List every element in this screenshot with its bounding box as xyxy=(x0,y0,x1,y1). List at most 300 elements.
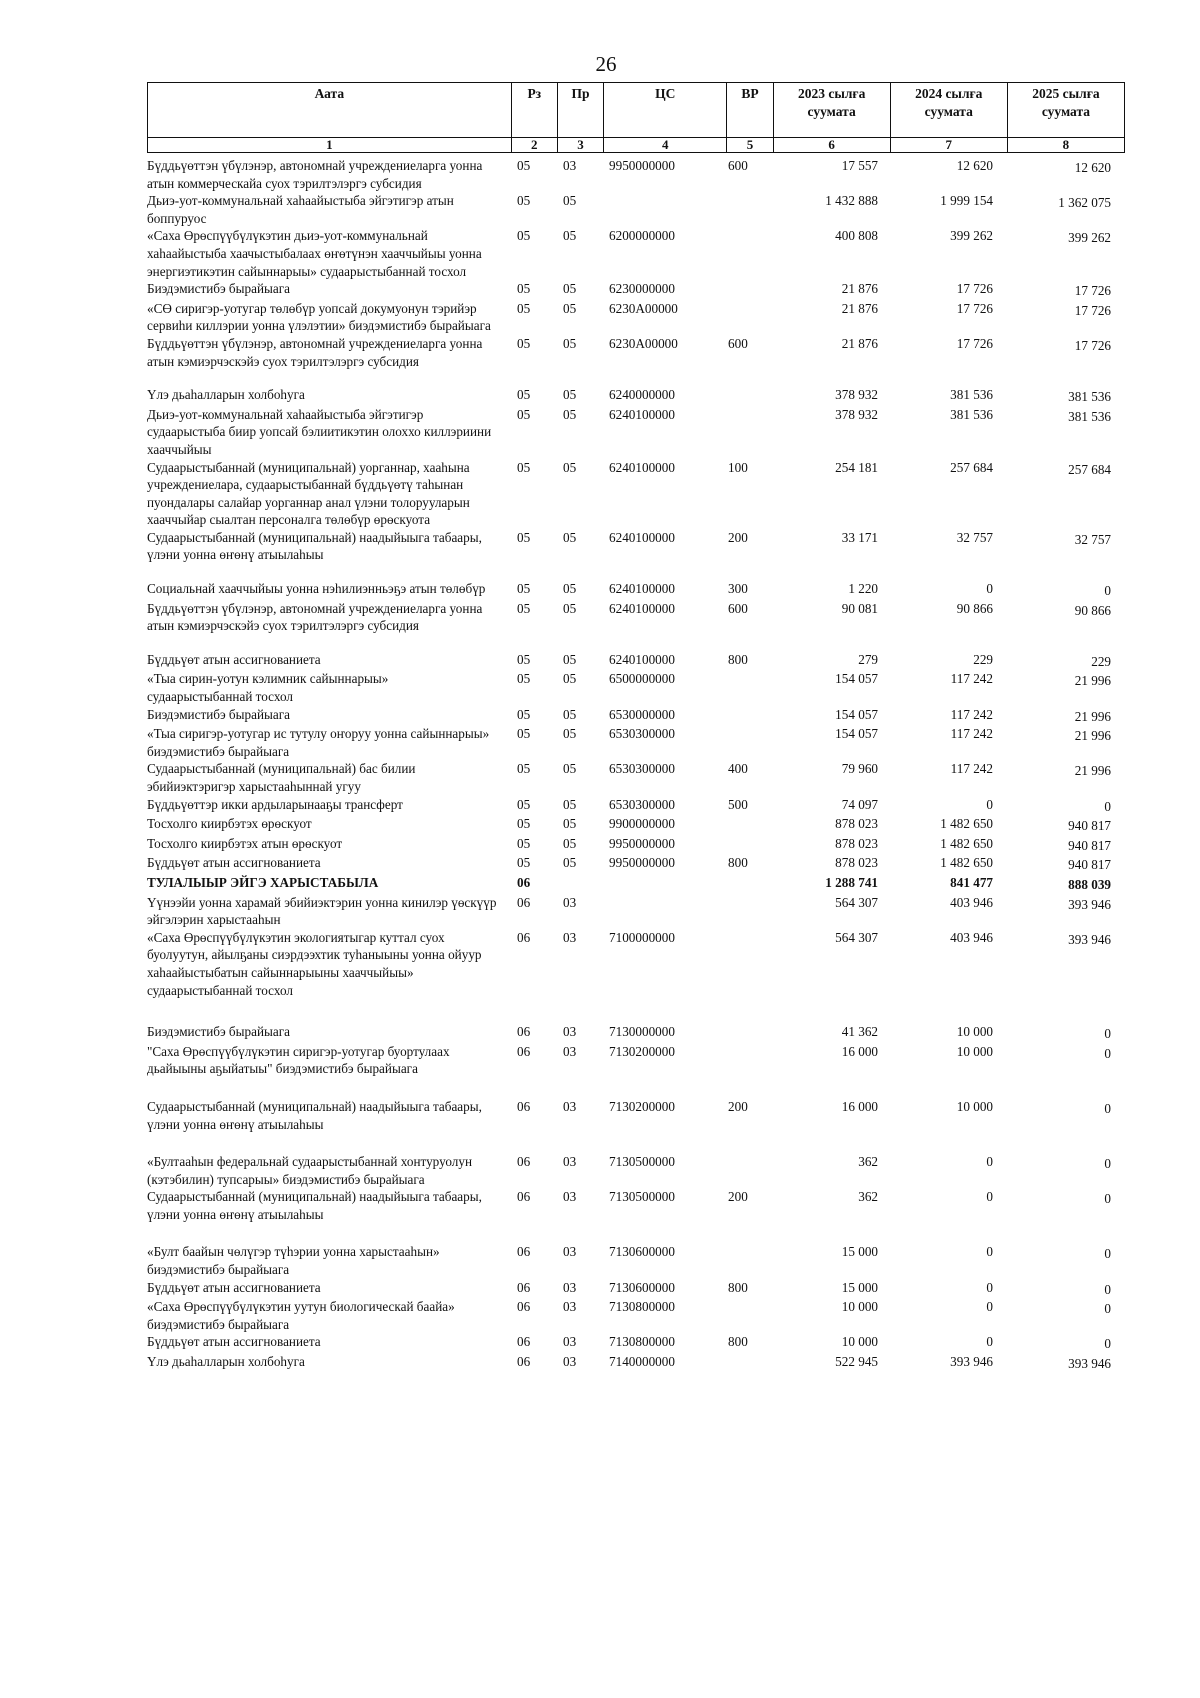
header-num-3: 3 xyxy=(557,138,603,153)
row-name: Тосхолго киирбэтэх атын өрөскуот xyxy=(147,835,343,851)
row-2024: 0 xyxy=(986,1154,993,1170)
table-row xyxy=(147,1043,1125,1098)
row-pr: 03 xyxy=(563,1024,577,1040)
row-2023: 21 876 xyxy=(841,300,878,316)
row-pr: 05 xyxy=(563,796,577,812)
row-pr: 03 xyxy=(563,1334,577,1350)
table-row xyxy=(147,529,1125,580)
header-cs: ЦС xyxy=(604,83,727,138)
row-name: «СӨ сиригэр-уотугар төлөбүр уопсай докумуонун тэрийэр сервиhи киллэрии уонна үлэлэтии» биэдэмистибэ бырайыага xyxy=(147,300,491,334)
row-2023: 41 362 xyxy=(841,1024,878,1040)
row-rz: 05 xyxy=(517,335,531,351)
row-2023: 279 xyxy=(858,651,878,667)
row-rz: 06 xyxy=(517,1098,531,1114)
table-row xyxy=(147,1279,1125,1299)
row-rz: 06 xyxy=(517,1043,531,1059)
row-rz: 06 xyxy=(517,1024,531,1040)
row-2025: 21 996 xyxy=(1074,673,1111,689)
table-row xyxy=(147,280,1125,300)
row-2024: 0 xyxy=(986,581,993,597)
table-row xyxy=(147,670,1125,705)
row-pr: 05 xyxy=(563,706,577,722)
row-2025: 940 817 xyxy=(1068,837,1111,853)
row-2023: 16 000 xyxy=(841,1043,878,1059)
header-2025: 2025 сылға суумата xyxy=(1007,83,1124,138)
row-rz: 06 xyxy=(517,894,531,910)
row-2023: 362 xyxy=(858,1189,878,1205)
row-pr: 05 xyxy=(563,651,577,667)
row-cs: 7130600000 xyxy=(609,1279,675,1295)
row-cs: 6230А00000 xyxy=(609,300,678,316)
row-pr: 03 xyxy=(563,929,577,945)
row-2024: 0 xyxy=(986,1334,993,1350)
row-cs: 6240100000 xyxy=(609,651,675,667)
row-pr: 05 xyxy=(563,835,577,851)
row-2024: 0 xyxy=(986,796,993,812)
row-pr: 05 xyxy=(563,335,577,351)
row-2024: 0 xyxy=(986,1189,993,1205)
row-2023: 154 057 xyxy=(835,726,878,742)
table-row xyxy=(147,815,1125,835)
row-2025: 0 xyxy=(1104,1281,1111,1297)
header-num-4: 4 xyxy=(604,138,727,153)
table-row xyxy=(147,227,1125,280)
row-2025: 0 xyxy=(1104,798,1111,814)
table-row xyxy=(147,760,1125,795)
table-row xyxy=(147,406,1125,459)
row-rz: 05 xyxy=(517,158,531,173)
row-name: Бүддьүөттэн үбүлэнэр, автономнай учреждениеларга уонна атын кэмиэрчэскэйэ суох тэрилтэлэргэ субсидия xyxy=(147,335,483,369)
row-cs: 7130500000 xyxy=(609,1154,675,1170)
row-2024: 1 482 650 xyxy=(940,816,993,832)
table-row xyxy=(147,894,1125,929)
row-cs: 7100000000 xyxy=(609,929,675,945)
table-row xyxy=(147,386,1125,406)
row-cs: 6530300000 xyxy=(609,761,675,777)
row-rz: 06 xyxy=(517,1189,531,1205)
row-vr: 600 xyxy=(728,600,748,616)
row-pr: 05 xyxy=(563,816,577,832)
row-2023: 522 945 xyxy=(835,1354,878,1370)
row-2024: 229 xyxy=(973,651,993,667)
row-rz: 05 xyxy=(517,761,531,777)
row-2023: 154 057 xyxy=(835,671,878,687)
row-name: Биэдэмистибэ бырайыага xyxy=(147,706,290,722)
row-2025: 32 757 xyxy=(1074,531,1111,547)
row-2024: 0 xyxy=(986,1244,993,1260)
row-2023: 16 000 xyxy=(841,1098,878,1114)
table-row xyxy=(147,1188,1125,1243)
row-name: Бүддьүөттэр икки ардыларынааҕы трансферт xyxy=(147,796,403,812)
row-pr: 05 xyxy=(563,855,577,871)
row-pr: 05 xyxy=(563,726,577,742)
row-pr: 05 xyxy=(563,406,577,422)
row-rz: 05 xyxy=(517,193,531,209)
row-rz: 05 xyxy=(517,406,531,422)
row-cs: 6240100000 xyxy=(609,600,675,616)
table-row xyxy=(147,651,1125,671)
row-pr: 03 xyxy=(563,1189,577,1205)
header-pr: Пр xyxy=(557,83,603,138)
row-2025: 0 xyxy=(1104,1336,1111,1352)
row-vr: 500 xyxy=(728,796,748,812)
row-rz: 05 xyxy=(517,387,531,403)
table-row xyxy=(147,1353,1125,1373)
row-2023: 21 876 xyxy=(841,335,878,351)
row-pr: 05 xyxy=(563,300,577,316)
row-2023: 878 023 xyxy=(835,855,878,871)
row-2025: 0 xyxy=(1104,1045,1111,1061)
row-cs: 6230000000 xyxy=(609,281,675,297)
row-2024: 403 946 xyxy=(950,929,993,945)
page-number: 26 xyxy=(595,52,617,76)
row-cs xyxy=(609,192,714,227)
row-2024: 841 477 xyxy=(950,874,993,890)
row-2024: 381 536 xyxy=(950,387,993,403)
table-row xyxy=(147,1153,1125,1188)
row-cs: 6530300000 xyxy=(609,726,675,742)
row-name: ТУЛАЛЫЫР ЭЙГЭ ХАРЫСТАБЫЛА xyxy=(147,874,379,890)
row-name: «Тыа сиригэр-уотугар ис тутулу оҥоруу уонна сайыннарыы» биэдэмистибэ бырайыага xyxy=(147,726,490,759)
row-2024: 0 xyxy=(986,1279,993,1295)
row-pr: 05 xyxy=(563,581,577,597)
row-2025: 0 xyxy=(1104,583,1111,599)
table-row xyxy=(147,1333,1125,1353)
row-pr: 05 xyxy=(563,281,577,297)
row-rz: 05 xyxy=(517,459,531,475)
row-rz: 05 xyxy=(517,706,531,722)
row-rz: 05 xyxy=(517,726,531,742)
row-2023: 21 876 xyxy=(841,281,878,297)
row-2024: 393 946 xyxy=(950,1354,993,1370)
row-name: Биэдэмистибэ бырайыага xyxy=(147,281,290,297)
row-2025: 393 946 xyxy=(1068,1356,1111,1372)
row-rz: 06 xyxy=(517,1279,531,1295)
table-row xyxy=(147,1098,1125,1153)
row-2024: 10 000 xyxy=(956,1098,993,1114)
header-num-2: 2 xyxy=(511,138,557,153)
header-num-8: 8 xyxy=(1007,138,1124,153)
row-name: Дьиэ-уот-коммунальнай хаhаайыстыба эйгэтигэр судаарыстыба биир уопсай бэлиитикэтин олоххо киллэриини хааччыйыы xyxy=(147,406,492,457)
row-cs: 9900000000 xyxy=(609,816,675,832)
header-num-5: 5 xyxy=(727,138,773,153)
row-cs xyxy=(609,894,714,929)
row-cs: 9950000000 xyxy=(609,158,675,173)
header-num-1: 1 xyxy=(148,138,512,153)
row-2025: 17 726 xyxy=(1074,337,1111,353)
row-cs xyxy=(609,874,714,894)
row-vr: 600 xyxy=(728,335,748,351)
row-2024: 257 684 xyxy=(950,459,993,475)
row-2024: 17 726 xyxy=(956,300,993,316)
row-2025: 21 996 xyxy=(1074,763,1111,779)
row-2023: 400 808 xyxy=(835,228,878,244)
row-2023: 378 932 xyxy=(835,387,878,403)
row-rz: 06 xyxy=(517,1154,531,1170)
row-2023: 378 932 xyxy=(835,406,878,422)
table-row xyxy=(147,300,1125,335)
row-name: Бүддьүөт атын ассигнованиета xyxy=(147,1279,321,1295)
row-name: Судаарыстыбаннай (муниципальнай) уорганнар, хааhына учреждениелара, судаарыстыбаннай бүддьүөтү таhынан пуондалары салайар уорганнар анал үлэни толорууларын хааччыйар сыалтан персоналга төлөбүр өрөскуота xyxy=(147,459,470,528)
row-name: Бүддьүөт атын ассигнованиета xyxy=(147,1334,321,1350)
row-vr: 800 xyxy=(728,1279,748,1295)
row-pr: 05 xyxy=(563,600,577,616)
row-vr: 200 xyxy=(728,1098,748,1114)
row-2024: 17 726 xyxy=(956,335,993,351)
row-2023: 90 081 xyxy=(841,600,878,616)
row-2024: 117 242 xyxy=(950,671,993,687)
row-pr: 05 xyxy=(563,529,577,545)
row-name: «Булт баайын чөлүгэр түhэрии уонна харыстааhын» биэдэмистибэ бырайыага xyxy=(147,1244,440,1278)
row-name: Бүддьүөт атын ассигнованиета xyxy=(147,651,321,667)
row-2024: 90 866 xyxy=(956,600,993,616)
row-cs: 7130800000 xyxy=(609,1299,675,1315)
table-row xyxy=(147,1023,1125,1043)
table-row xyxy=(147,706,1125,726)
row-2023: 362 xyxy=(858,1154,878,1170)
table-row xyxy=(147,1298,1125,1333)
table-row xyxy=(147,192,1125,227)
row-cs: 6530000000 xyxy=(609,706,675,722)
row-2023: 254 181 xyxy=(835,459,878,475)
row-name: Бүддьүөт атын ассигнованиета xyxy=(147,855,321,871)
row-2023: 10 000 xyxy=(841,1334,878,1350)
table-row xyxy=(147,157,1125,192)
row-2025: 888 039 xyxy=(1068,876,1111,892)
table-row xyxy=(147,600,1125,651)
row-2025: 229 xyxy=(1091,653,1111,669)
row-pr: 05 xyxy=(563,459,577,475)
row-2023: 74 097 xyxy=(841,796,878,812)
row-name: Социальнай хааччыйыы уонна нэhилиэнньэҕэ атын төлөбүр xyxy=(147,581,486,597)
row-name: Бүддьүөттэн үбүлэнэр, автономнай учреждениеларга уонна атын коммерческайа суох тэрилтэлэргэ субсидия xyxy=(147,158,483,191)
row-name: «Саха Өрөспүүбүлүкэтин дьиэ-уот-коммунальнай хаhаайыстыба хаачыстыбалаах өҥөтүнэн хааччыйыы уонна энергиэтикэтин сайыннарыы» судаарыстыбаннай тосхол xyxy=(147,228,482,279)
row-2025: 17 726 xyxy=(1074,302,1111,318)
header-num-6: 6 xyxy=(773,138,890,153)
row-name: Үлэ дьаhалларын холбоhуга xyxy=(147,1354,305,1370)
table-row xyxy=(147,854,1125,874)
row-vr: 200 xyxy=(728,529,748,545)
row-2025: 21 996 xyxy=(1074,728,1111,744)
table-row xyxy=(147,335,1125,386)
row-name: «Бултааhын федеральнай судаарыстыбаннай хонтуруолун (кэтэбилин) тупсарыы» биэдэмистибэ бырайыага xyxy=(147,1154,473,1187)
row-rz: 05 xyxy=(517,855,531,871)
table-row xyxy=(147,929,1125,1023)
table-row xyxy=(147,1243,1125,1278)
row-rz: 05 xyxy=(517,651,531,667)
row-cs: 7130200000 xyxy=(609,1043,675,1059)
row-2025: 381 536 xyxy=(1068,389,1111,405)
row-name: Судаарыстыбаннай (муниципальнай) наадыйыыга табаары, үлэни уонна өҥөнү атыылаhыы xyxy=(147,529,482,563)
row-rz: 05 xyxy=(517,300,531,316)
row-rz: 05 xyxy=(517,529,531,545)
row-cs: 6200000000 xyxy=(609,228,675,244)
row-pr: 03 xyxy=(563,1098,577,1114)
row-2025: 12 620 xyxy=(1074,160,1111,175)
table-header xyxy=(147,82,1125,153)
row-rz: 05 xyxy=(517,600,531,616)
row-2025: 0 xyxy=(1104,1191,1111,1207)
row-2024: 1 482 650 xyxy=(940,855,993,871)
row-rz: 06 xyxy=(517,1299,531,1315)
row-2025: 393 946 xyxy=(1068,896,1111,912)
row-rz: 06 xyxy=(517,1334,531,1350)
row-cs: 6240100000 xyxy=(609,581,675,597)
row-2025: 940 817 xyxy=(1068,818,1111,834)
row-2024: 381 536 xyxy=(950,406,993,422)
row-rz: 05 xyxy=(517,796,531,812)
row-vr: 600 xyxy=(728,158,748,173)
row-2023: 878 023 xyxy=(835,816,878,832)
row-2023: 1 432 888 xyxy=(825,193,878,209)
row-name: Биэдэмистибэ бырайыага xyxy=(147,1024,290,1040)
row-cs: 6240100000 xyxy=(609,459,675,475)
row-vr: 300 xyxy=(728,581,748,597)
row-rz: 06 xyxy=(517,929,531,945)
row-rz: 05 xyxy=(517,816,531,832)
row-2025: 381 536 xyxy=(1068,408,1111,424)
row-2023: 79 960 xyxy=(841,761,878,777)
row-2024: 117 242 xyxy=(950,761,993,777)
row-rz: 05 xyxy=(517,581,531,597)
budget-rows xyxy=(147,157,1125,1373)
table-row xyxy=(147,874,1125,894)
row-2024: 17 726 xyxy=(956,281,993,297)
row-2024: 403 946 xyxy=(950,894,993,910)
row-name: Судаарыстыбаннай (муниципальнай) наадыйыыга табаары, үлэни уонна өҥөнү атыылаhыы xyxy=(147,1098,482,1132)
row-pr: 03 xyxy=(563,1244,577,1260)
row-name: «Саха Өрөспүүбүлүкэтин уутун биологическай баайа» биэдэмистибэ бырайыага xyxy=(147,1299,455,1332)
row-name: Бүддьүөттэн үбүлэнэр, автономнай учреждениеларга уонна атын кэмиэрчэскэйэ суох тэрилтэлэргэ субсидия xyxy=(147,600,483,634)
row-pr: 03 xyxy=(563,1354,577,1370)
row-2023: 10 000 xyxy=(841,1299,878,1315)
row-rz: 05 xyxy=(517,835,531,851)
row-vr: 800 xyxy=(728,1334,748,1350)
row-2025: 21 996 xyxy=(1074,708,1111,724)
row-cs: 6530300000 xyxy=(609,796,675,812)
row-vr: 100 xyxy=(728,459,748,475)
row-2023: 33 171 xyxy=(841,529,878,545)
row-2024: 0 xyxy=(986,1299,993,1315)
row-2025: 0 xyxy=(1104,1156,1111,1172)
row-2025: 1 362 075 xyxy=(1058,195,1111,211)
row-rz: 06 xyxy=(517,874,531,890)
row-2023: 15 000 xyxy=(841,1244,878,1260)
row-2023: 878 023 xyxy=(835,835,878,851)
header-vr: ВР xyxy=(727,83,773,138)
row-cs: 9950000000 xyxy=(609,835,675,851)
row-2023: 564 307 xyxy=(835,929,878,945)
row-2025: 393 946 xyxy=(1068,931,1111,947)
table-row xyxy=(147,459,1125,529)
header-name: Аата xyxy=(148,83,512,138)
row-pr: 03 xyxy=(563,158,577,173)
row-rz: 06 xyxy=(517,1244,531,1260)
row-name: Тосхолго киирбэтэх өрөскуот xyxy=(147,816,312,832)
row-name: Судаарыстыбаннай (муниципальнай) бас билии эбийиэктэригэр харыстааhыннай угуу xyxy=(147,761,416,794)
row-2025: 257 684 xyxy=(1068,461,1111,477)
row-cs: 6240100000 xyxy=(609,406,675,422)
row-rz: 06 xyxy=(517,1354,531,1370)
row-pr xyxy=(563,874,593,894)
header-2024: 2024 сылға суумата xyxy=(890,83,1007,138)
row-2025: 90 866 xyxy=(1074,602,1111,618)
row-name: Дьиэ-уот-коммунальнай хаhаайыстыба эйгэтигэр атын боппуруос xyxy=(147,193,454,226)
row-vr: 800 xyxy=(728,651,748,667)
row-cs: 6500000000 xyxy=(609,671,675,687)
row-2023: 154 057 xyxy=(835,706,878,722)
row-2025: 0 xyxy=(1104,1301,1111,1317)
row-2024: 32 757 xyxy=(956,529,993,545)
row-rz: 05 xyxy=(517,281,531,297)
row-name: «Тыа сирин-уотун кэлимник сайыннарыы» судаарыстыбаннай тосхол xyxy=(147,671,389,705)
row-cs: 7130000000 xyxy=(609,1024,675,1040)
row-name: Үүнээйи уонна харамай эбийиэктэрин уонна кинилэр үөскүүр эйгэлэрин харыстааhын xyxy=(147,894,497,928)
row-2024: 12 620 xyxy=(956,158,993,173)
row-cs: 6240000000 xyxy=(609,387,675,403)
row-name: Судаарыстыбаннай (муниципальнай) наадыйыыга табаары, үлэни уонна өҥөнү атыылаhыы xyxy=(147,1189,482,1222)
row-cs: 7130600000 xyxy=(609,1244,675,1260)
row-2025: 399 262 xyxy=(1068,230,1111,246)
row-rz: 05 xyxy=(517,228,531,244)
row-pr: 05 xyxy=(563,193,577,209)
table-row xyxy=(147,796,1125,816)
row-rz: 05 xyxy=(517,671,531,687)
row-pr: 05 xyxy=(563,387,577,403)
table-row xyxy=(147,725,1125,760)
row-2023: 564 307 xyxy=(835,894,878,910)
row-pr: 05 xyxy=(563,761,577,777)
row-cs: 7140000000 xyxy=(609,1354,675,1370)
row-pr: 03 xyxy=(563,1279,577,1295)
row-cs: 6240100000 xyxy=(609,529,675,545)
row-cs: 7130800000 xyxy=(609,1334,675,1350)
header-2023: 2023 сылға суумата xyxy=(773,83,890,138)
row-pr: 05 xyxy=(563,228,577,244)
header-num-7: 7 xyxy=(890,138,1007,153)
row-pr: 03 xyxy=(563,1299,577,1315)
row-name: «Саха Өрөспүүбүлүкэтин экологиятыгар куттал суох буолуутун, айылҕаны сиэрдээхтик туhаныыны уонна ойуур хаhаайыстыбатын сайыннарыыны хааччыйыы» судаарыстыбаннай тосхол xyxy=(147,929,482,998)
row-2023: 17 557 xyxy=(841,158,878,173)
row-2024: 117 242 xyxy=(950,706,993,722)
row-cs: 9950000000 xyxy=(609,855,675,871)
row-2025: 0 xyxy=(1104,1100,1111,1116)
row-2024: 1 482 650 xyxy=(940,835,993,851)
row-2023: 1 288 741 xyxy=(825,874,878,890)
row-2025: 0 xyxy=(1104,1246,1111,1262)
row-2025: 0 xyxy=(1104,1026,1111,1042)
row-vr: 200 xyxy=(728,1189,748,1205)
row-name: Үлэ дьаhалларын холбоhуга xyxy=(147,387,305,403)
row-vr: 400 xyxy=(728,761,748,777)
row-2024: 117 242 xyxy=(950,726,993,742)
row-name: "Саха Өрөспүүбүлүкэтин сиригэр-уотугар буортулаах дьайыыны аҕыйатыы" биэдэмистибэ бырайыага xyxy=(147,1043,450,1077)
header-rz: Рз xyxy=(511,83,557,138)
row-2023: 15 000 xyxy=(841,1279,878,1295)
row-pr: 03 xyxy=(563,1043,577,1059)
table-row xyxy=(147,580,1125,600)
row-vr: 800 xyxy=(728,855,748,871)
row-2024: 399 262 xyxy=(950,228,993,244)
table-row xyxy=(147,835,1125,855)
row-2025: 940 817 xyxy=(1068,857,1111,873)
row-cs: 7130500000 xyxy=(609,1189,675,1205)
row-cs: 6230А00000 xyxy=(609,335,678,351)
row-2025: 17 726 xyxy=(1074,283,1111,299)
row-pr: 03 xyxy=(563,1154,577,1170)
row-cs: 7130200000 xyxy=(609,1098,675,1114)
row-2024: 10 000 xyxy=(956,1024,993,1040)
